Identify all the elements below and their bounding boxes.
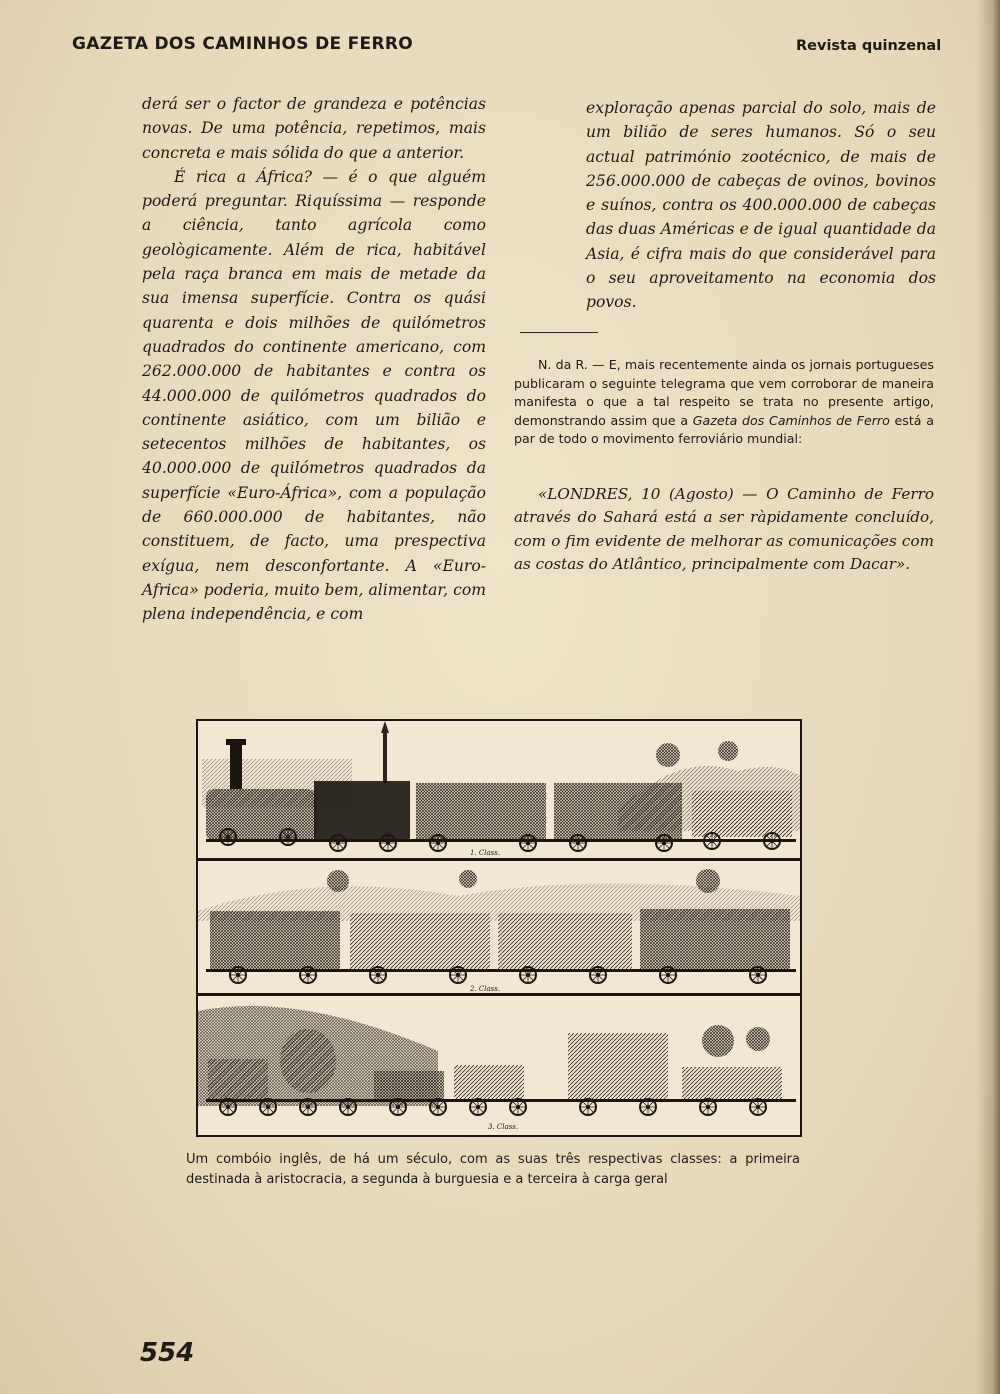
illustration-caption: Um combóio inglês, de há um século, com as suas três respectivas classes: a primeira destinada à aristocracia, a segunda à burguesia e a terceira à carga geral: [186, 1152, 800, 1187]
telegram-text: «LONDRES, 10 (Agosto) — O Caminho de Ferro através do Sahará está a ser ràpidamente concluído, com o fim evidente de melhorar as comunicações com as costas do Atlântico, principalmente com Dacar».: [514, 485, 934, 574]
page-edge-shadow: [976, 0, 1000, 1394]
magazine-title: GAZETA DOS CAMINHOS DE FERRO: [72, 34, 413, 54]
second-class-row: [198, 861, 800, 993]
editor-note: [514, 356, 934, 449]
left-column: [142, 92, 486, 627]
third-class-row: [198, 996, 800, 1135]
third-class-label: 3. Class.: [488, 1123, 519, 1131]
page-number: 554: [140, 1338, 195, 1368]
right-column: [586, 96, 936, 315]
row-divider: [198, 858, 800, 861]
second-class-label: 2. Class.: [470, 985, 501, 993]
left-paragraph-2: É rica a África? — é o que alguém poderá preguntar. Riquíssima — responde a ciência, tanto agrícola como geològicamente. Além de rica, habitável pela raça branca em mais de metade da sua imensa superfície. Contra os quási quarenta e dois milhões de quilómetros quadrados do continente americano, com 262.000.000 de habitantes e contra os 44.000.000 de quilómetros quadrados do continente asiático, com um bilião e setecentos milhões de habitantes, os 40.000.000 de quilómetros quadrados da superfície «Euro-África», com a população de 660.000.000 de habitantes, não constituem, de facto, uma prespectiva exígua, nem desconfortante. A «Euro-Africa» poderia, muito bem, alimentar, com plena independência, e com: [142, 167, 486, 624]
note-text-1: N. da R. — E, mais recentemente ainda os jornais portugueses publicaram o seguinte telegrama que vem corroborar de maneira manifesta o que a tal respeito se trata no presente artigo, demonstrando assim que a: [514, 357, 934, 428]
note-text-2: está a par de todo o movimento ferroviário mundial:: [514, 412, 934, 446]
row-divider: [198, 993, 800, 996]
separator-rule: [520, 332, 598, 333]
note-gazeta-title: Gazeta dos Caminhos de Ferro: [692, 412, 890, 428]
first-class-row: [198, 721, 800, 857]
telegram-quote: [514, 483, 934, 577]
magazine-subtitle: Revista quinzenal: [796, 38, 942, 54]
left-paragraph-1: derá ser o factor de grandeza e potências novas. De uma potência, repetimos, mais concreta e mais sólida do que a anterior.: [142, 95, 486, 162]
train-illustration: [196, 719, 802, 1137]
train-engraving: [198, 721, 800, 1135]
first-class-label: 1. Class.: [470, 849, 501, 857]
right-paragraph-1: exploração apenas parcial do solo, mais de um bilião de seres humanos. Só o seu actual património zootécnico, de mais de 256.000.000 de cabeças de ovinos, bovinos e suínos, contra os 400.000.000 de cabeças das duas Américas e de igual quantidade da Asia, é cifra mais do que considerável para o seu aproveitamento na economia dos povos.: [586, 99, 936, 312]
